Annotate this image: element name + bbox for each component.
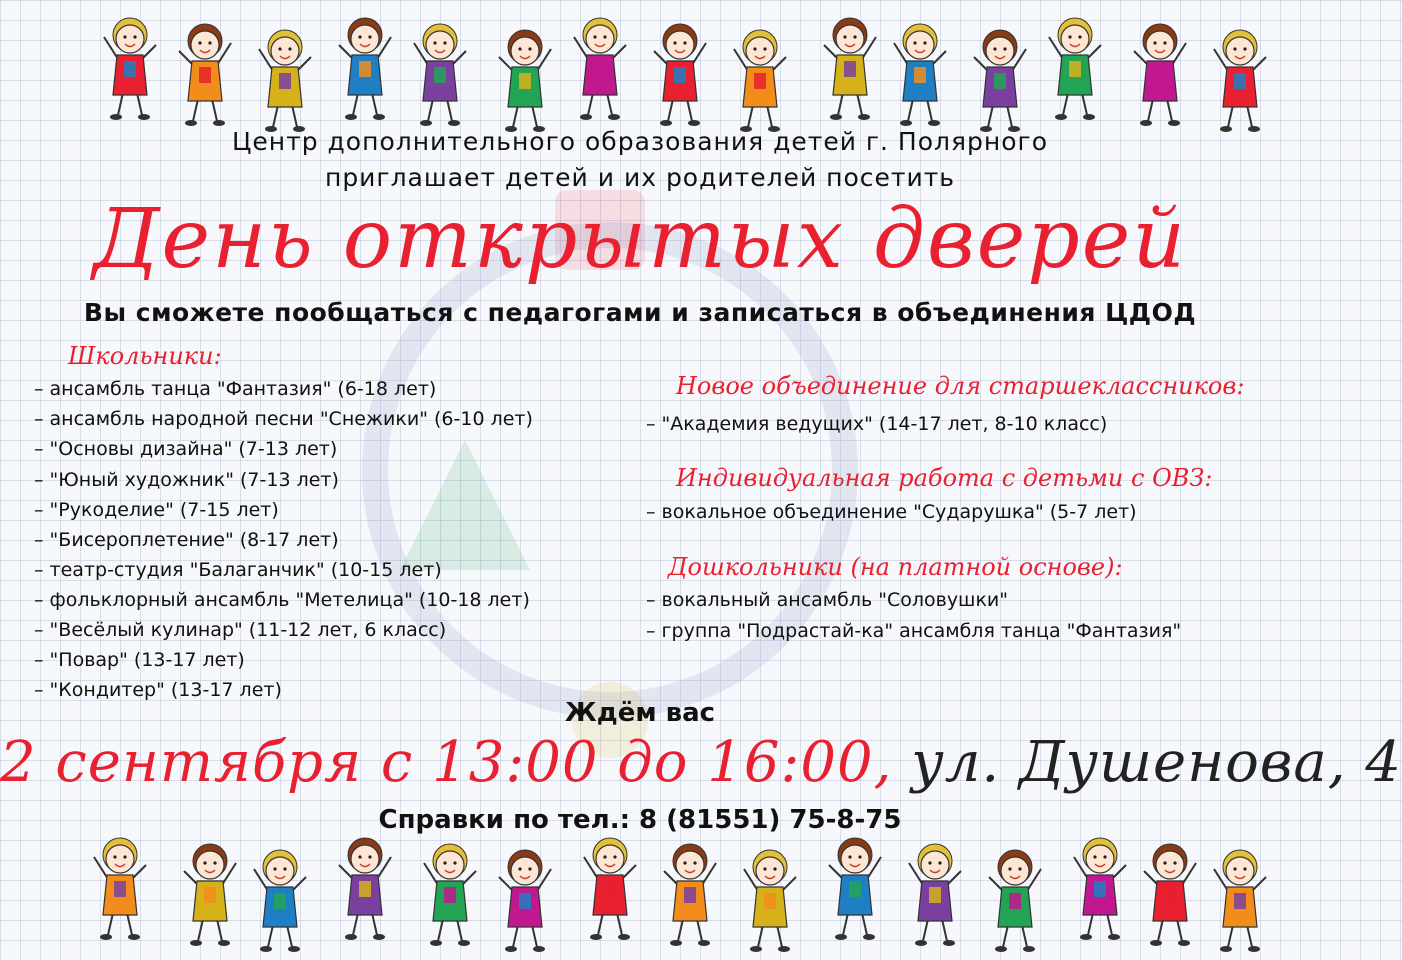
cartoon-child-icon — [894, 24, 946, 126]
cartoon-child-icon — [499, 30, 551, 132]
list-item: – вокальное объединение "Сударушка" (5-7 лет) — [646, 501, 1137, 523]
cartoon-child-icon — [1214, 850, 1266, 952]
list-item: – "Весёлый кулинар" (11-12 лет, 6 класс) — [34, 619, 447, 641]
phone-info: Справки по тел.: 8 (81551) 75-8-75 — [378, 805, 902, 835]
header-line-2: приглашает детей и их родителей посетить — [324, 163, 956, 192]
seniors-heading: Новое объединение для старшеклассников: — [676, 372, 1245, 400]
cartoon-child-icon — [1074, 838, 1126, 940]
cartoon-child-icon — [1144, 844, 1196, 946]
list-item: – "Рукоделие" (7-15 лет) — [34, 499, 279, 521]
list-item: – "Юный художник" (7-13 лет) — [34, 469, 339, 491]
preschool-heading: Дошкольники (на платной основе): — [668, 553, 1123, 581]
page-title: День открытых дверей — [92, 192, 1188, 287]
cartoon-child-icon — [339, 18, 391, 120]
top-kids-decoration — [0, 5, 1280, 140]
list-item: – группа "Подрастай-ка" ансамбля танца "Фантазия" — [646, 620, 1182, 642]
kids-illustration — [0, 5, 1280, 140]
cartoon-child-icon — [254, 850, 306, 952]
cartoon-child-icon — [179, 24, 231, 126]
cartoon-child-icon — [339, 838, 391, 940]
cartoon-child-icon — [94, 838, 146, 940]
cartoon-child-icon — [424, 844, 476, 946]
waiting-text: Ждём вас — [564, 698, 716, 728]
list-item: – фольклорный ансамбль "Метелица" (10-18 лет) — [34, 589, 530, 611]
cartoon-child-icon — [1134, 24, 1186, 126]
header-line-1: Центр дополнительного образования детей г. Полярного — [232, 127, 1048, 156]
bottom-kids-decoration — [0, 825, 1280, 960]
cartoon-child-icon — [989, 850, 1041, 952]
date-address-line — [0, 730, 1402, 795]
cartoon-child-icon — [734, 30, 786, 132]
cartoon-child-icon — [574, 18, 626, 120]
list-item: – вокальный ансамбль "Соловушки" — [646, 589, 1009, 611]
list-item: – ансамбль танца "Фантазия" (6-18 лет) — [34, 378, 437, 400]
list-item: – "Бисероплетение" (8-17 лет) — [34, 529, 339, 551]
cartoon-child-icon — [824, 18, 876, 120]
list-item: – "Академия ведущих" (14-17 лет, 8-10 класс) — [646, 413, 1108, 435]
date-time: 2 сентября с 13:00 до 16:00, — [0, 730, 893, 795]
cartoon-child-icon — [414, 24, 466, 126]
individual-heading: Индивидуальная работа с детьми с ОВЗ: — [676, 464, 1213, 492]
cartoon-child-icon — [654, 24, 706, 126]
cartoon-child-icon — [974, 30, 1026, 132]
list-item: – "Основы дизайна" (7-13 лет) — [34, 438, 338, 460]
cartoon-child-icon — [104, 18, 156, 120]
cartoon-child-icon — [744, 850, 796, 952]
list-item: – "Кондитер" (13-17 лет) — [34, 679, 282, 701]
schoolchildren-heading: Школьники: — [68, 342, 222, 370]
address: ул. Душенова, 4 — [892, 730, 1402, 795]
cartoon-child-icon — [499, 850, 551, 952]
cartoon-child-icon — [584, 838, 636, 940]
list-item: – "Повар" (13-17 лет) — [34, 649, 245, 671]
cartoon-child-icon — [1214, 30, 1266, 132]
cartoon-child-icon — [259, 30, 311, 132]
cartoon-child-icon — [1049, 18, 1101, 120]
cartoon-child-icon — [664, 844, 716, 946]
cartoon-child-icon — [829, 838, 881, 940]
lead-text: Вы сможете пообщаться с педагогами и записаться в объединения ЦДОД — [83, 298, 1197, 327]
list-item: – театр-студия "Балаганчик" (10-15 лет) — [34, 559, 442, 581]
cartoon-child-icon — [184, 844, 236, 946]
kids-illustration — [0, 825, 1280, 960]
list-item: – ансамбль народной песни "Снежики" (6-10 лет) — [34, 408, 533, 430]
cartoon-child-icon — [909, 844, 961, 946]
